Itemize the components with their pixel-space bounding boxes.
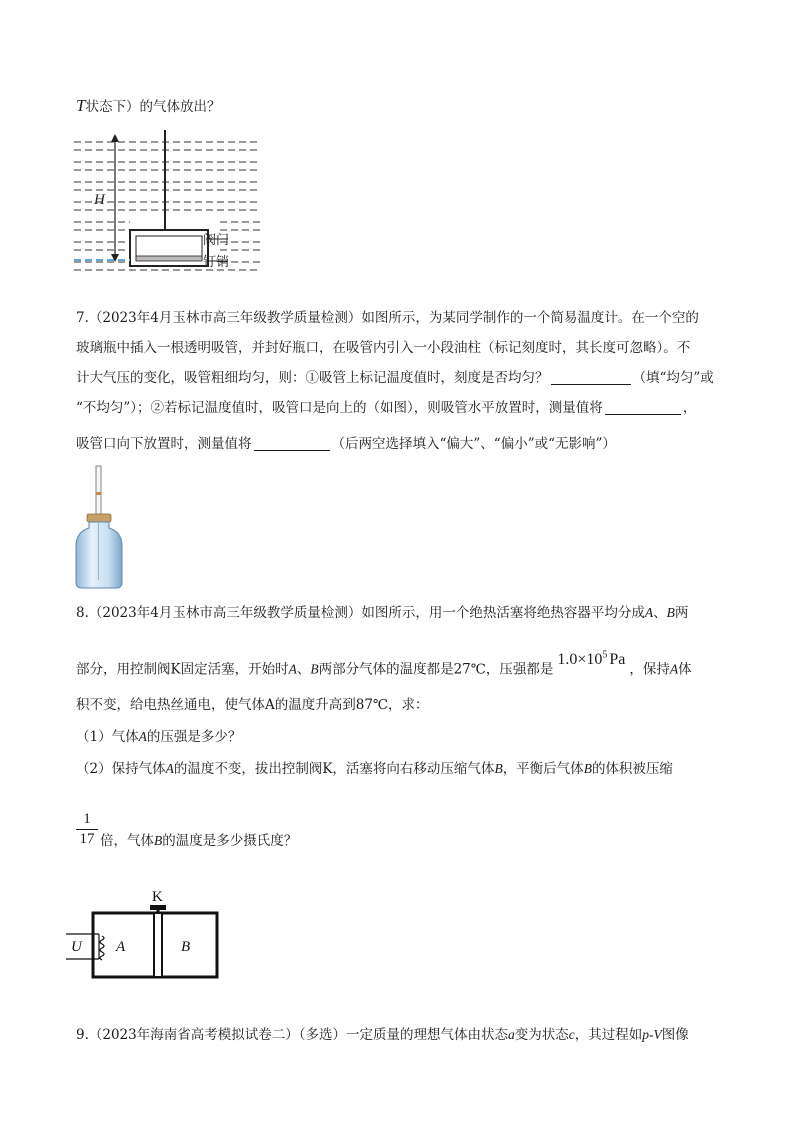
label-A: A [116, 939, 126, 955]
var-pV: p-V [642, 1027, 662, 1042]
q8-sub1 [76, 728, 241, 746]
q8-sub2-tail: 的体积被压缩 [591, 761, 673, 777]
var-A: A [165, 761, 174, 776]
q7-line3-hint: （填“均匀”或 [632, 370, 714, 386]
q9-line1-tail: 图像 [661, 1027, 689, 1043]
label-H: H [94, 192, 105, 208]
q8-line2-text-b: 两部分气体的温度都是27℃，压强都是 [318, 661, 554, 678]
piston [136, 256, 202, 261]
q8-sub2-text-c: ，平衡后气体 [502, 761, 584, 777]
q7-line4-tail: ， [682, 400, 697, 416]
q8-line2-text-c: ，保持 [629, 661, 670, 678]
q8-frac-tail: 的温度是多少摄氏度？ [162, 833, 298, 849]
piston [154, 913, 162, 977]
figure-submerged-container [70, 130, 270, 280]
q8-line1-text: 8.（2023年4月玉林市高三年级教学质量检测）如图所示，用一个绝热活塞将绝热容器平均分成 [76, 605, 645, 621]
var-a: a [508, 1027, 515, 1042]
q8-line1 [76, 604, 688, 622]
fraction-denominator: 17 [79, 831, 95, 847]
q8-frac-text: 倍，气体 [100, 833, 154, 849]
var-B: B [666, 605, 675, 620]
q9-line1 [76, 1026, 689, 1044]
q8-frac-line [100, 832, 297, 850]
var-T: T [76, 96, 86, 115]
q8-sub1-text: （1）气体 [76, 729, 139, 745]
answer-blank-3[interactable] [254, 436, 330, 451]
figure-bottle-thermometer [72, 462, 132, 592]
q8-sub2-text-b: 的温度不变，拔出控制阀K，活塞将向右移动压缩气体 [173, 761, 495, 777]
q9-line1-text-c: ，其过程如 [574, 1027, 643, 1043]
q7-line5-hint: （后两空选择填入“偏大”、“偏小”或“无影响”） [331, 436, 616, 452]
var-A: A [288, 661, 297, 677]
var-A: A [669, 661, 679, 677]
var-B: B [494, 761, 503, 776]
bottle-cap [87, 514, 111, 522]
q6-tail-text: 状态下）的气体放出？ [85, 99, 221, 115]
q8-line1-tail: 两 [674, 605, 689, 621]
q9-line1-text-b: 变为状态 [514, 1027, 569, 1043]
q7-line5-text: 吸管口向下放置时，测量值将 [76, 436, 252, 452]
answer-blank-2[interactable] [605, 400, 681, 415]
pressure-value: $1.0\times 10^5$ Pa [557, 650, 626, 669]
var-B: B [310, 661, 319, 677]
q6-tail-line [76, 97, 220, 116]
label-pin: 钉销 [203, 254, 230, 269]
label-valve: 阀门 [203, 232, 230, 247]
fraction [76, 811, 98, 848]
q8-sub2-text: （2）保持气体 [76, 761, 166, 777]
q7-line4 [76, 399, 696, 417]
fraction-numerator: 1 [83, 811, 91, 827]
var-A: A [138, 729, 147, 744]
q7-line5 [76, 435, 616, 453]
q7-line1: 7.（2023年4月玉林市高三年级教学质量检测）如图所示，为某同学制作的一个简易温度计。在一个空的 [76, 310, 699, 326]
q7-line4-text: “不均匀”）；②若标记温度值时，吸管口是向上的（如图），则吸管水平放置时，测量值将 [76, 400, 603, 416]
q8-line2-text: 部分，用控制阀K固定活塞，开始时 [76, 661, 289, 678]
var-B: B [154, 833, 163, 848]
sep: 、 [296, 661, 311, 678]
var-A: A [644, 605, 654, 620]
q7-line3-text: 计大气压的变化，吸管粗细均匀，则：①吸管上标记温度值时，刻度是否均匀？ [76, 370, 549, 386]
q8-line2-tail: 体 [678, 661, 692, 678]
q7-line2: 玻璃瓶中插入一根透明吸管，并封好瓶口，在吸管内引入一小段油柱（标记刻度时，其长度可忽略）。不 [76, 340, 691, 356]
var-c: c [568, 1027, 575, 1042]
label-B: B [181, 939, 191, 955]
var-B: B [583, 761, 592, 776]
q8-line3: 积不变，给电热丝通电，使气体A的温度升高到87℃，求： [76, 697, 429, 713]
q7-line3 [76, 369, 714, 387]
answer-blank-1[interactable] [551, 370, 631, 385]
valve-K [150, 905, 166, 910]
q9-line1-text: 9.（2023年海南省高考模拟试卷二）（多选）一定质量的理想气体由状态 [76, 1027, 508, 1043]
label-K: K [152, 889, 163, 905]
q8-line2 [76, 650, 692, 678]
q8-sub1-tail: 的压强是多少？ [146, 729, 242, 745]
sep: 、 [653, 605, 667, 621]
q8-sub2 [76, 760, 673, 778]
label-U: U [71, 939, 82, 955]
oil-column [96, 492, 101, 495]
figure-piston-container [66, 884, 236, 984]
